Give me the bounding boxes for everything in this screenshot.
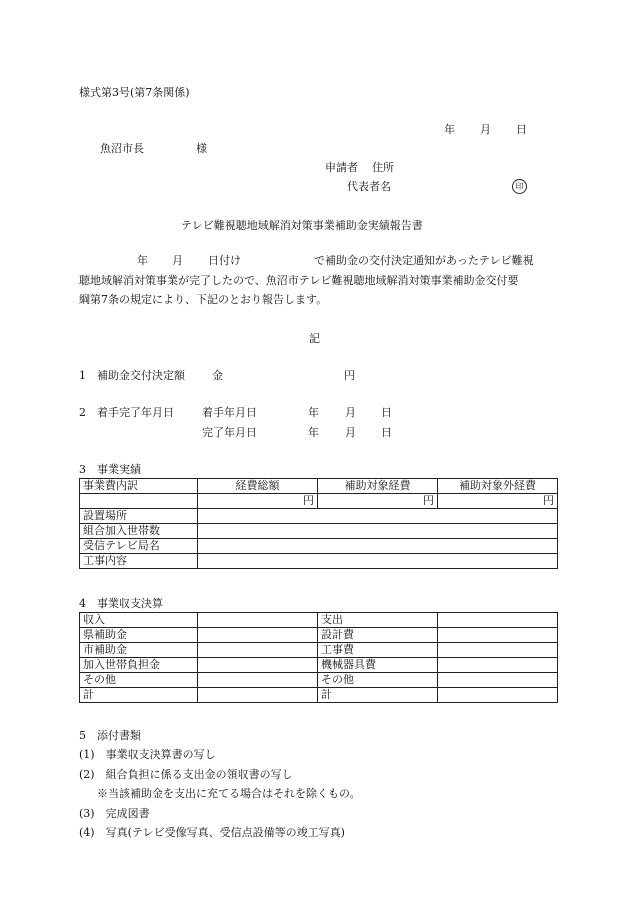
table-cell: [80, 494, 198, 509]
section-1-kin: 金: [212, 369, 223, 382]
date-day: 日: [516, 123, 527, 136]
expense-label: 機械器具費: [318, 658, 438, 673]
expense-label: 設計費: [318, 628, 438, 643]
table-cell: [198, 524, 558, 539]
table-cell: [198, 613, 318, 628]
addressee-honorific: 様: [196, 142, 207, 155]
table-header-row: [80, 479, 558, 494]
expense-label: 工事費: [318, 643, 438, 658]
table-row-label: 工事内容: [80, 554, 198, 569]
expense-label: 計: [318, 688, 438, 703]
table-header-cell: 事業費内訳: [80, 479, 198, 494]
body-line1-rest: で補助金の交付決定通知があったテレビ難視: [314, 254, 534, 267]
table-cell: [198, 554, 558, 569]
section-2-start-year: 年: [308, 406, 319, 419]
addressee-name: 魚沼市長: [100, 142, 144, 155]
applicant-representative-label: 代表者名: [347, 180, 391, 193]
table-row: [80, 524, 558, 539]
section-2-end-month: 月: [345, 426, 356, 439]
table-cell: [198, 643, 318, 658]
table-cell: [198, 539, 558, 554]
date-month: 月: [480, 123, 491, 136]
table-cell: [438, 613, 558, 628]
yen-unit-cell: 円: [198, 494, 318, 509]
table-row: [80, 643, 558, 658]
table-cell: [198, 688, 318, 703]
table-cell: [198, 509, 558, 524]
ki-mark: 記: [309, 332, 320, 345]
income-label: 市補助金: [80, 643, 198, 658]
table-cell: [198, 658, 318, 673]
body-year: 年: [137, 254, 148, 267]
section-1-label: 補助金交付決定額: [97, 369, 185, 382]
table-row-label: 組合加入世帯数: [80, 524, 198, 539]
section-2-start-day: 日: [381, 406, 392, 419]
form-label: 様式第3号(第7条関係): [79, 86, 190, 99]
table-header-cell: 補助対象外経費: [438, 479, 558, 494]
income-label: 収入: [80, 613, 198, 628]
body-dated: 日付け: [208, 254, 241, 267]
section-2-label: 着手完了年月日: [97, 406, 174, 419]
body-month: 月: [172, 254, 183, 267]
table-header-cell: 経費総額: [198, 479, 318, 494]
table-row: [80, 658, 558, 673]
applicant-label: 申請者: [325, 161, 358, 174]
body-line2: 聴地域解消対策事業が完了したので、魚沼市テレビ難視聴地域解消対策事業補助金交付要: [79, 274, 519, 287]
section-3-heading: 3 事業実績: [79, 463, 141, 476]
document-title: テレビ難視聴地域解消対策事業補助金実績報告書: [181, 219, 423, 232]
section-5-heading: 5 添付書類: [79, 729, 141, 742]
table-row: [80, 539, 558, 554]
applicant-address-label: 住所: [372, 161, 394, 174]
table-row: [80, 613, 558, 628]
table-row: [80, 494, 558, 509]
table-cell: [438, 643, 558, 658]
table-row-label: 受信テレビ局名: [80, 539, 198, 554]
income-label: 計: [80, 688, 198, 703]
date-year: 年: [444, 123, 455, 136]
section-2-end-year: 年: [308, 426, 319, 439]
income-label: 加入世帯負担金: [80, 658, 198, 673]
results-table: [79, 478, 558, 569]
attachment-item: (1) 事業収支決算書の写し: [79, 748, 216, 761]
attachment-item: (2) 組合負担に係る支出金の領収書の写し: [79, 768, 293, 781]
table-cell: [438, 658, 558, 673]
attachment-item: (3) 完成図書: [79, 807, 150, 820]
table-cell: [438, 673, 558, 688]
table-cell: [198, 628, 318, 643]
settlement-table: [79, 612, 558, 703]
section-2-start-label: 着手年月日: [202, 406, 257, 419]
seal-icon: 印: [512, 179, 527, 194]
section-4-heading: 4 事業収支決算: [79, 597, 163, 610]
section-1-yen: 円: [344, 369, 355, 382]
section-2-number: 2: [79, 406, 86, 419]
expense-label: その他: [318, 673, 438, 688]
section-2-start-month: 月: [345, 406, 356, 419]
income-label: 県補助金: [80, 628, 198, 643]
table-cell: [438, 628, 558, 643]
table-cell: [198, 673, 318, 688]
section-1-number: 1: [79, 369, 86, 382]
table-row-label: 設置場所: [80, 509, 198, 524]
section-2-end-label: 完了年月日: [202, 426, 257, 439]
section-2-end-day: 日: [381, 426, 392, 439]
table-row: [80, 628, 558, 643]
table-row: [80, 673, 558, 688]
table-header-cell: 補助対象経費: [318, 479, 438, 494]
table-row: [80, 509, 558, 524]
yen-unit-cell: 円: [318, 494, 438, 509]
table-row: [80, 554, 558, 569]
attachment-item: (4) 写真(テレビ受像写真、受信点設備等の竣工写真): [79, 826, 345, 839]
body-line3: 綱第7条の規定により、下記のとおり報告します。: [79, 293, 328, 306]
attachment-note: ※当該補助金を支出に充てる場合はそれを除くもの。: [97, 787, 361, 800]
table-cell: [438, 688, 558, 703]
income-label: その他: [80, 673, 198, 688]
expense-label: 支出: [318, 613, 438, 628]
yen-unit-cell: 円: [438, 494, 558, 509]
table-row: [80, 688, 558, 703]
